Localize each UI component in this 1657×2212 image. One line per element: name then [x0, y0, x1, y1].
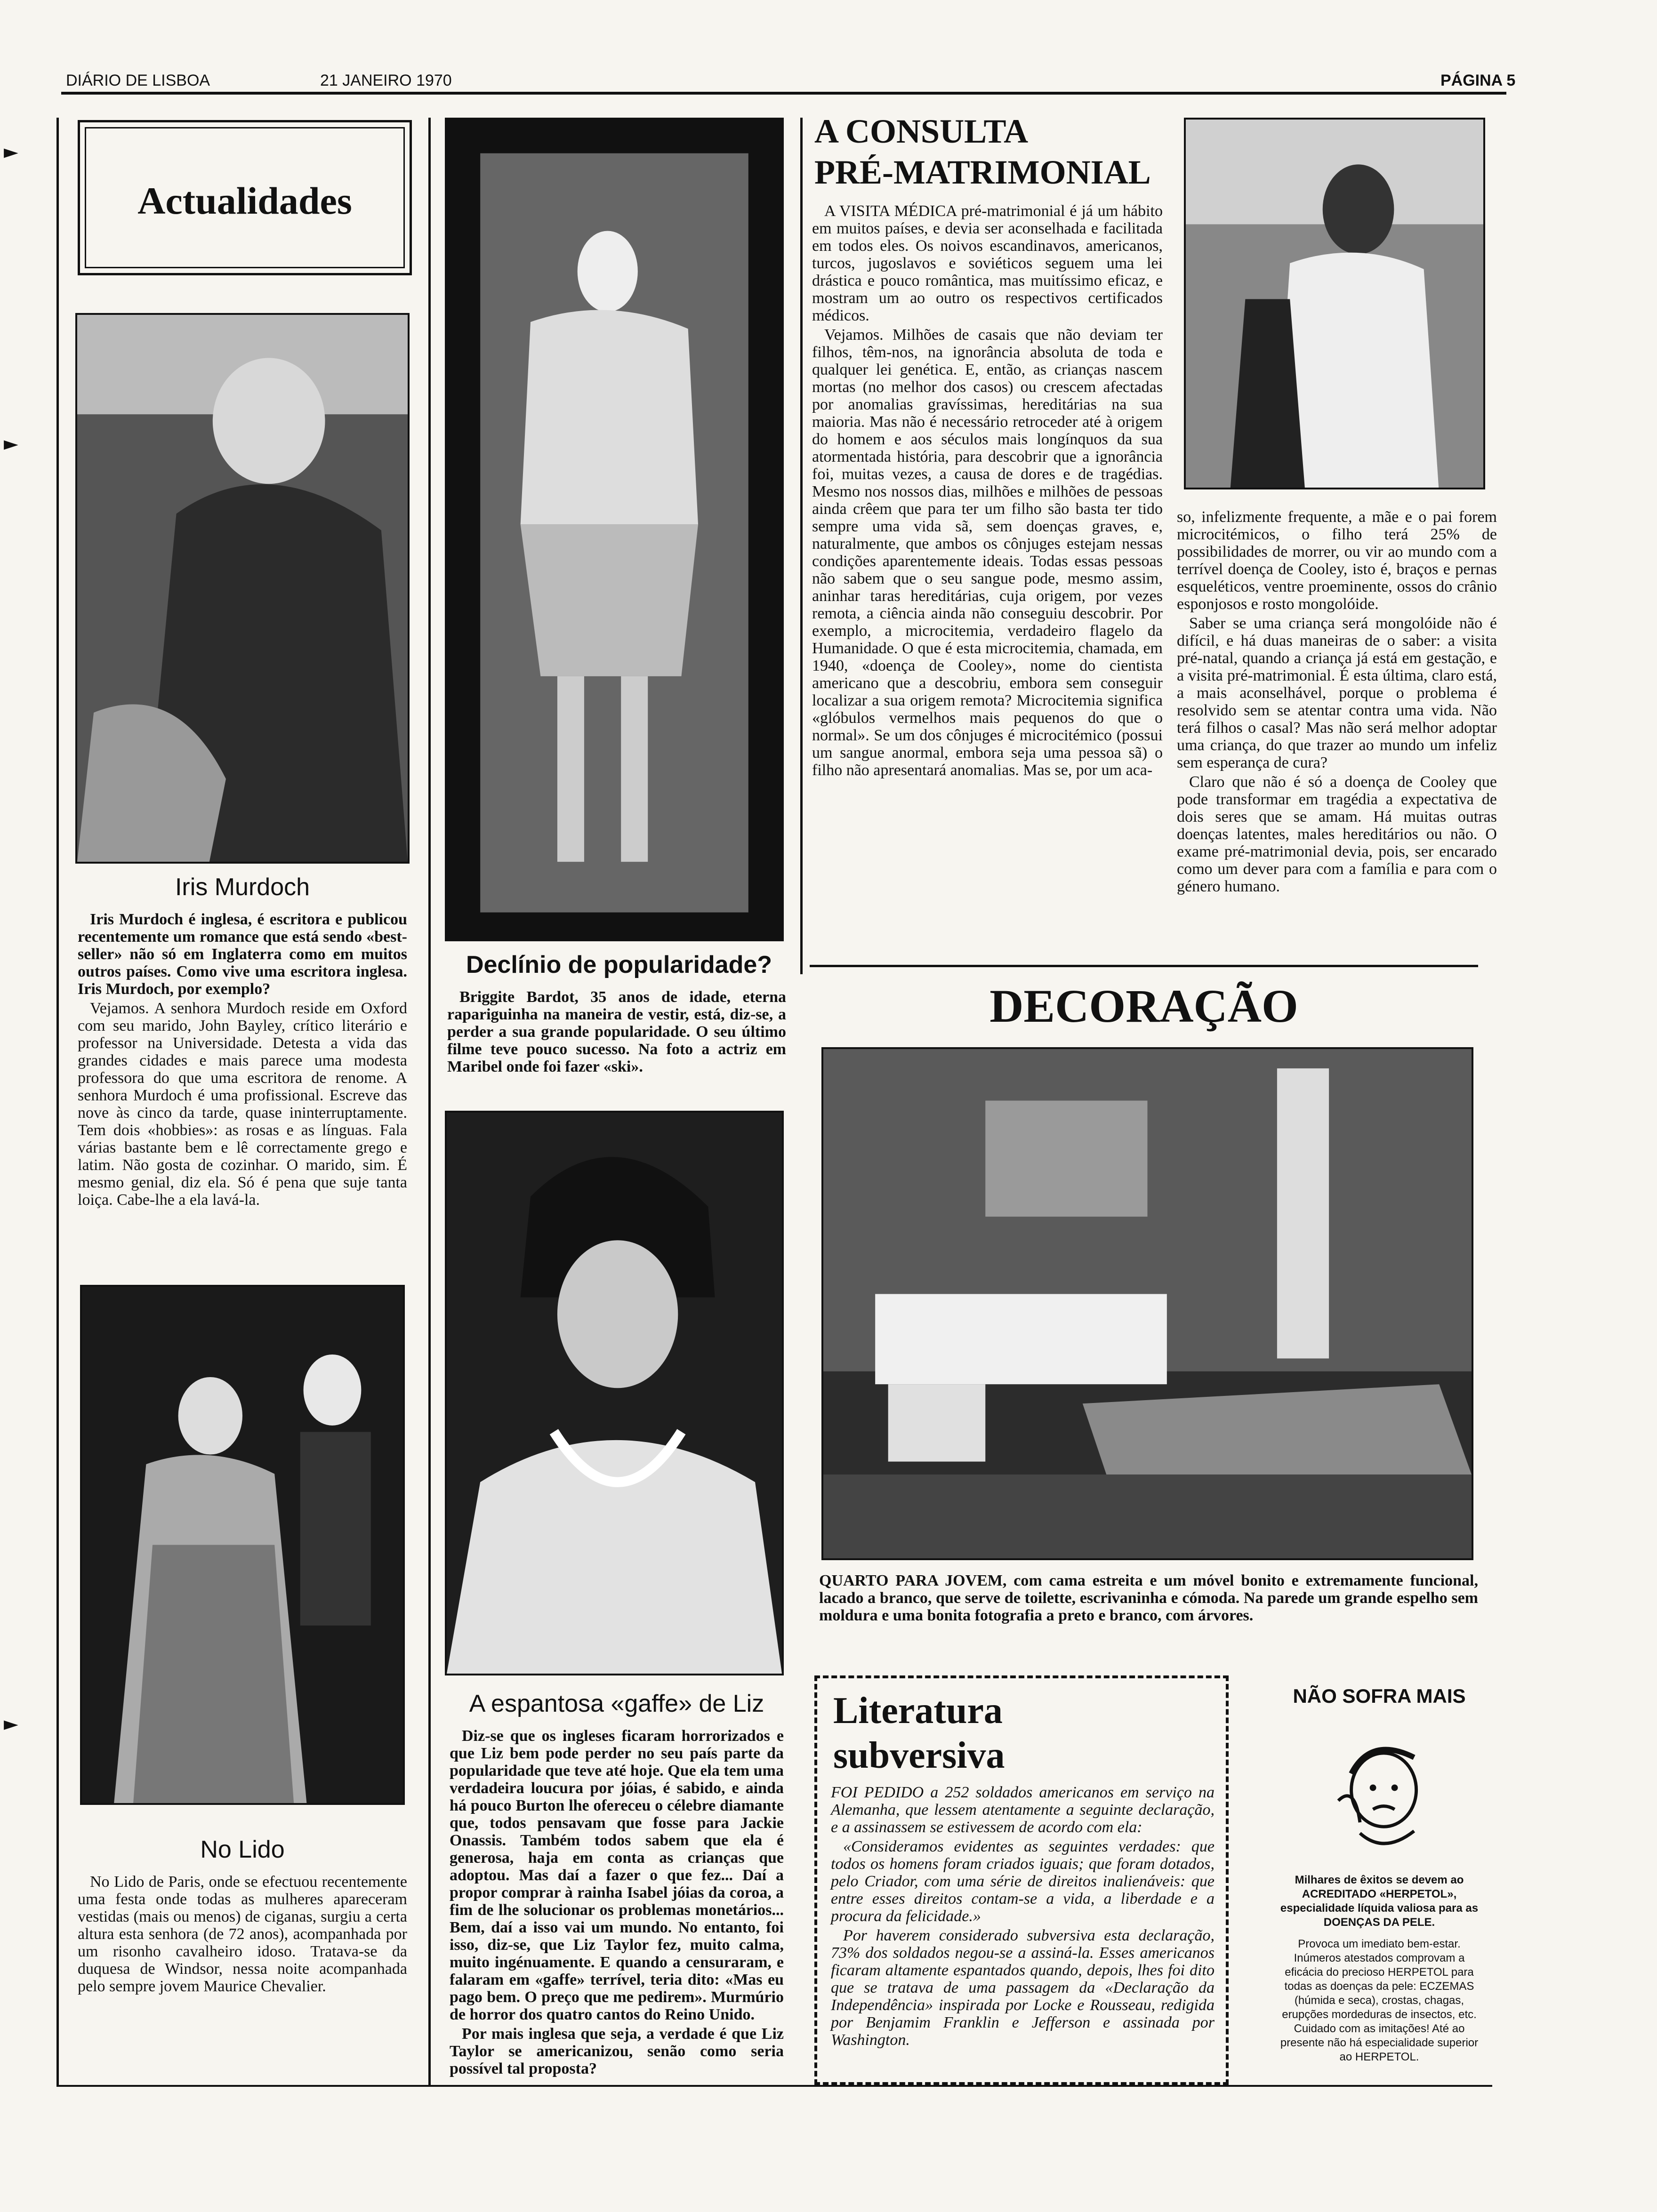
liz-body-2: Por mais inglesa que seja, a verdade é que Liz Taylor se americanizou, senão como seria possível tal proposta? — [450, 2025, 784, 2077]
iris-lead: Iris Murdoch é inglesa, é escritora e publicou recentemente um romance que está sendo «best-seller» não só em Inglaterra como em muitos outros países. Como vive uma escritora inglesa. Iris Murdoch, por exemplo? — [78, 911, 407, 998]
ad-p1: Milhares de êxitos se devem ao ACREDITADO «HERPETOL», especialidade líquida valiosa para as DOENÇAS DA PELE. — [1280, 1874, 1479, 1929]
literatura-article — [831, 1784, 1215, 2051]
decoracao-article — [819, 1572, 1478, 1626]
consulta-col2-p3: Claro que não é só a doença de Cooley que pode transformar em tragédia a expectativa de dois seres que se amam. Há muitas outras doenças latentes, males hereditários ou não. O exame pré-matrimonial devia, pois, ser encarado como um dever para com a família e para com o género humano. — [1177, 773, 1497, 895]
decoracao-title: DECORAÇÃO — [989, 980, 1298, 1032]
lido-article — [78, 1873, 407, 1997]
literatura-p1: FOI PEDIDO a 252 soldados americanos em serviço na Alemanha, que lessem atentamente a seguinte declaração, e a assinassem se estivessem de acordo com ela: — [831, 1784, 1215, 1836]
lido-heading: No Lido — [200, 1836, 285, 1863]
bottom-rule — [56, 2085, 1492, 2087]
margin-arrow-icon: ► — [4, 1713, 18, 1735]
decoracao-photo — [821, 1047, 1473, 1560]
paper-name: DIÁRIO DE LISBOA — [66, 72, 210, 89]
bardot-heading: Declínio de popularidade? — [466, 951, 772, 978]
bardot-body: Briggite Bardot, 35 anos de idade, eterna rapariguinha na maneira de vestir, está, diz-se, a perder a sua grande popularidade. O seu último filme teve pouco sucesso. Na foto a actriz em Maribel onde foi fazer «ski». — [447, 988, 786, 1075]
herpetol-ad — [1271, 1685, 1488, 2085]
column-rule — [428, 118, 431, 2085]
iris-article — [78, 911, 407, 1210]
section-title: Actualidades — [137, 179, 352, 222]
consulta-title-line1: A CONSULTA — [814, 112, 1029, 150]
column-rule — [56, 118, 59, 2085]
consulta-photo — [1184, 118, 1485, 489]
margin-arrow-icon: ► — [4, 433, 18, 455]
consulta-col2 — [1177, 508, 1497, 897]
consulta-col2-p1: so, infelizmente frequente, a mãe e o pai forem microcitémicos, o filho terá 25% de possibilidades de morrer, ou vir ao mundo com a terrível doença de Cooley, isto é, braços e pernas esqueléticos, ventre proeminente, ossos do crânio esponjosos e rosto mongolóide. — [1177, 508, 1497, 613]
decoracao-caption: QUARTO PARA JOVEM, com cama estreita e um móvel bonito e extremamente funcional, lacado a branco, que serve de toilette, escrivaninha e cómoda. Na parede um grande espelho sem moldura e uma bonita fotografia a preto e branco, com árvores. — [819, 1572, 1478, 1624]
literatura-p2: «Consideramos evidentes as seguintes verdades: que todos os homens foram criados iguais; que foram dotados, pelo Criador, com uma série de direitos inalienáveis: que entre esses direitos contam-se a vida, a liberdade e a procura da felicidade.» — [831, 1838, 1215, 1925]
section-divider — [810, 965, 1478, 967]
iris-heading: Iris Murdoch — [175, 874, 310, 901]
ad-text — [1276, 1873, 1483, 2064]
literatura-title-line1: Literatura — [833, 1690, 1003, 1731]
consulta-col1-p1: A VISITA MÉDICA pré-matrimonial é já um hábito em muitos países, e devia ser aconselhada e facilitada em todos eles. Os noivos escandinavos, americanos, turcos, jugoslavos e soviéticos seguem uma lei drástica e pouco romântica, mas muitíssimo eficaz, e mostram um ao outro os respectivos certificados médicos. — [812, 202, 1163, 324]
liz-heading: A espantosa «gaffe» de Liz — [469, 1690, 764, 1717]
iris-body: Vejamos. A senhora Murdoch reside em Oxford com seu marido, John Bayley, crítico literário e professor na Universidade. Detesta a vida das grandes cidades e mais parece uma modesta professora do que uma escritora de renome. A senhora Murdoch é uma profissional. Escreve das nove às cinco da tarde, quase ininterruptamente. Tem dois «hobbies»: as rosas e as línguas. Fala várias bastante bem e lê correctamente grego e latim. Não gosta de cozinhar. O marido, sim. É mesmo genial, diz ela. Só é pena que suje tanta loiça. Cabe-lhe a ela lavá-la. — [78, 1000, 407, 1209]
masthead-rule — [61, 92, 1506, 95]
literatura-p3: Por haverem considerado subversiva esta declaração, 73% dos soldados negou-se a assiná-la. Esses americanos ficaram altamente espantados quando, depois, lhes foi dito que se tratava de uma passagem da «Declaração da Independência» inspirada por Locke e Rousseau, redigida por Benjamim Franklin e Jefferson e assinada por Washington. — [831, 1927, 1215, 2049]
bardot-photo — [445, 118, 784, 941]
issue-date: 21 JANEIRO 1970 — [320, 72, 452, 89]
section-box — [78, 120, 412, 275]
ad-illustration — [1327, 1725, 1436, 1861]
consulta-col1-p2: Vejamos. Milhões de casais que não deviam ter filhos, têm-nos, na ignorância absoluta de toda e qualquer lei genética. E, então, as crianças nascem mortas (no melhor dos casos) ou crescem afectadas por anomalias gravíssimas, hereditárias na sua maioria. Mas não é necessário retroceder até à origem do homem e aos séculos mais longínquos da sua atormentada história, para descobrir que a ignorância foi, muitas vezes, a causa de dores e de tragédias. Mesmo nos nossos dias, milhões e milhões de pessoas ainda crêem que para ter um filho são basta ter tido sempre uma vida sã, sem doenças graves, e, naturalmente, que ambos os cônjuges estejam nessas condições aparentemente ideais. Todas essas pessoas não sabem que o seu sangue pode, mesmo assim, aninhar taras hereditárias, cuja origem, por vezes remota, a ciência ainda não conseguiu descobrir. Por exemplo, a microcitemia, verdadeiro flagelo da Humanidade. O que é esta microcitemia, chamada, em 1940, «doença de Cooley», nome do cientista americano que a descobriu, embora sem conseguir localizar a sua origem remota? Microcitemia significa «glóbulos vermelhos mais pequenos do que o normal». Se um dos cônjuges é microcitémico (possui um sangue anormal, embora seja uma pessoa sã) o filho não apresentará anomalias. Mas se, por um aca- — [812, 326, 1163, 779]
liz-body: Diz-se que os ingleses ficaram horrorizados e que Liz bem pode perder no seu país parte da popularidade que teve até hoje. Que ela tem uma verdadeira loucura por jóias, é sabido, e ainda há pouco Burton lhe ofereceu o célebre diamante que, todos pensavam que fosse para Jackie Onassis. Também todos sabem que ela é generosa, haja em conta as crianças que adoptou. Mas daí a fazer o que fez... Daí a propor comprar à rainha Isabel jóias da coroa, a fim de lhe solucionar os problemas monetários... Bem, daí a isso vai um mundo. No entanto, foi isso, diz-se, que Liz Taylor fez, muito calma, muito ingénuamente. E quando a censuraram, e falaram em «gaffe» terrível, teria dito: «Mas eu pago bem. O preço que me pedirem». Murmúrio de horror dos quatro cantos do Reino Unido. — [450, 1727, 784, 2023]
bardot-article — [447, 988, 786, 1077]
column-rule — [800, 118, 803, 974]
page-label: PÁGINA 5 — [1440, 72, 1516, 89]
ad-title: NÃO SOFRA MAIS — [1293, 1685, 1466, 1707]
ad-p2: Provoca um imediato bem-estar. Inúmeros atestados comprovam a eficácia do precioso HERPETOL para todas as doenças da pele: ECZEMAS (húmida e seca), crostas, chagas, erupções mordeduras de insectos, etc. Cuidado com as imitações! Até ao presente não há especialidade superior ao HERPETOL. — [1280, 1938, 1479, 2063]
lido-body: No Lido de Paris, onde se efectuou recentemente uma festa onde todas as mulheres apareceram vestidas (mais ou menos) de ciganas, surgiu a certa altura esta senhora (de 72 anos), acompanhada por um risonho cavalheiro idoso. Tratava-se da duquesa de Windsor, nessa noite acompanhada pelo sempre jovem Maurice Chevalier. — [78, 1873, 407, 1995]
margin-arrow-icon: ► — [4, 141, 18, 163]
consulta-col2-p2: Saber se uma criança será mongolóide não é difícil, e há duas maneiras de o saber: a visita pré-natal, quando a criança já está em gestação, e a visita pré-matrimonial. É esta última, claro está, a mais aconselhável, porque o problema é resolvido sem se atentar contra uma vida. Não terá filhos o casal? Mas não será melhor adoptar uma criança, do que trazer ao mundo um infeliz sem esperança de cura? — [1177, 615, 1497, 771]
consulta-col1 — [812, 202, 1163, 781]
consulta-title-line2: PRÉ-MATRIMONIAL — [814, 153, 1151, 191]
liz-article — [450, 1727, 784, 2079]
lido-photo — [80, 1285, 405, 1805]
liz-taylor-photo — [445, 1111, 784, 1675]
iris-murdoch-photo — [75, 313, 410, 864]
literatura-title-line2: subversiva — [833, 1735, 1005, 1776]
